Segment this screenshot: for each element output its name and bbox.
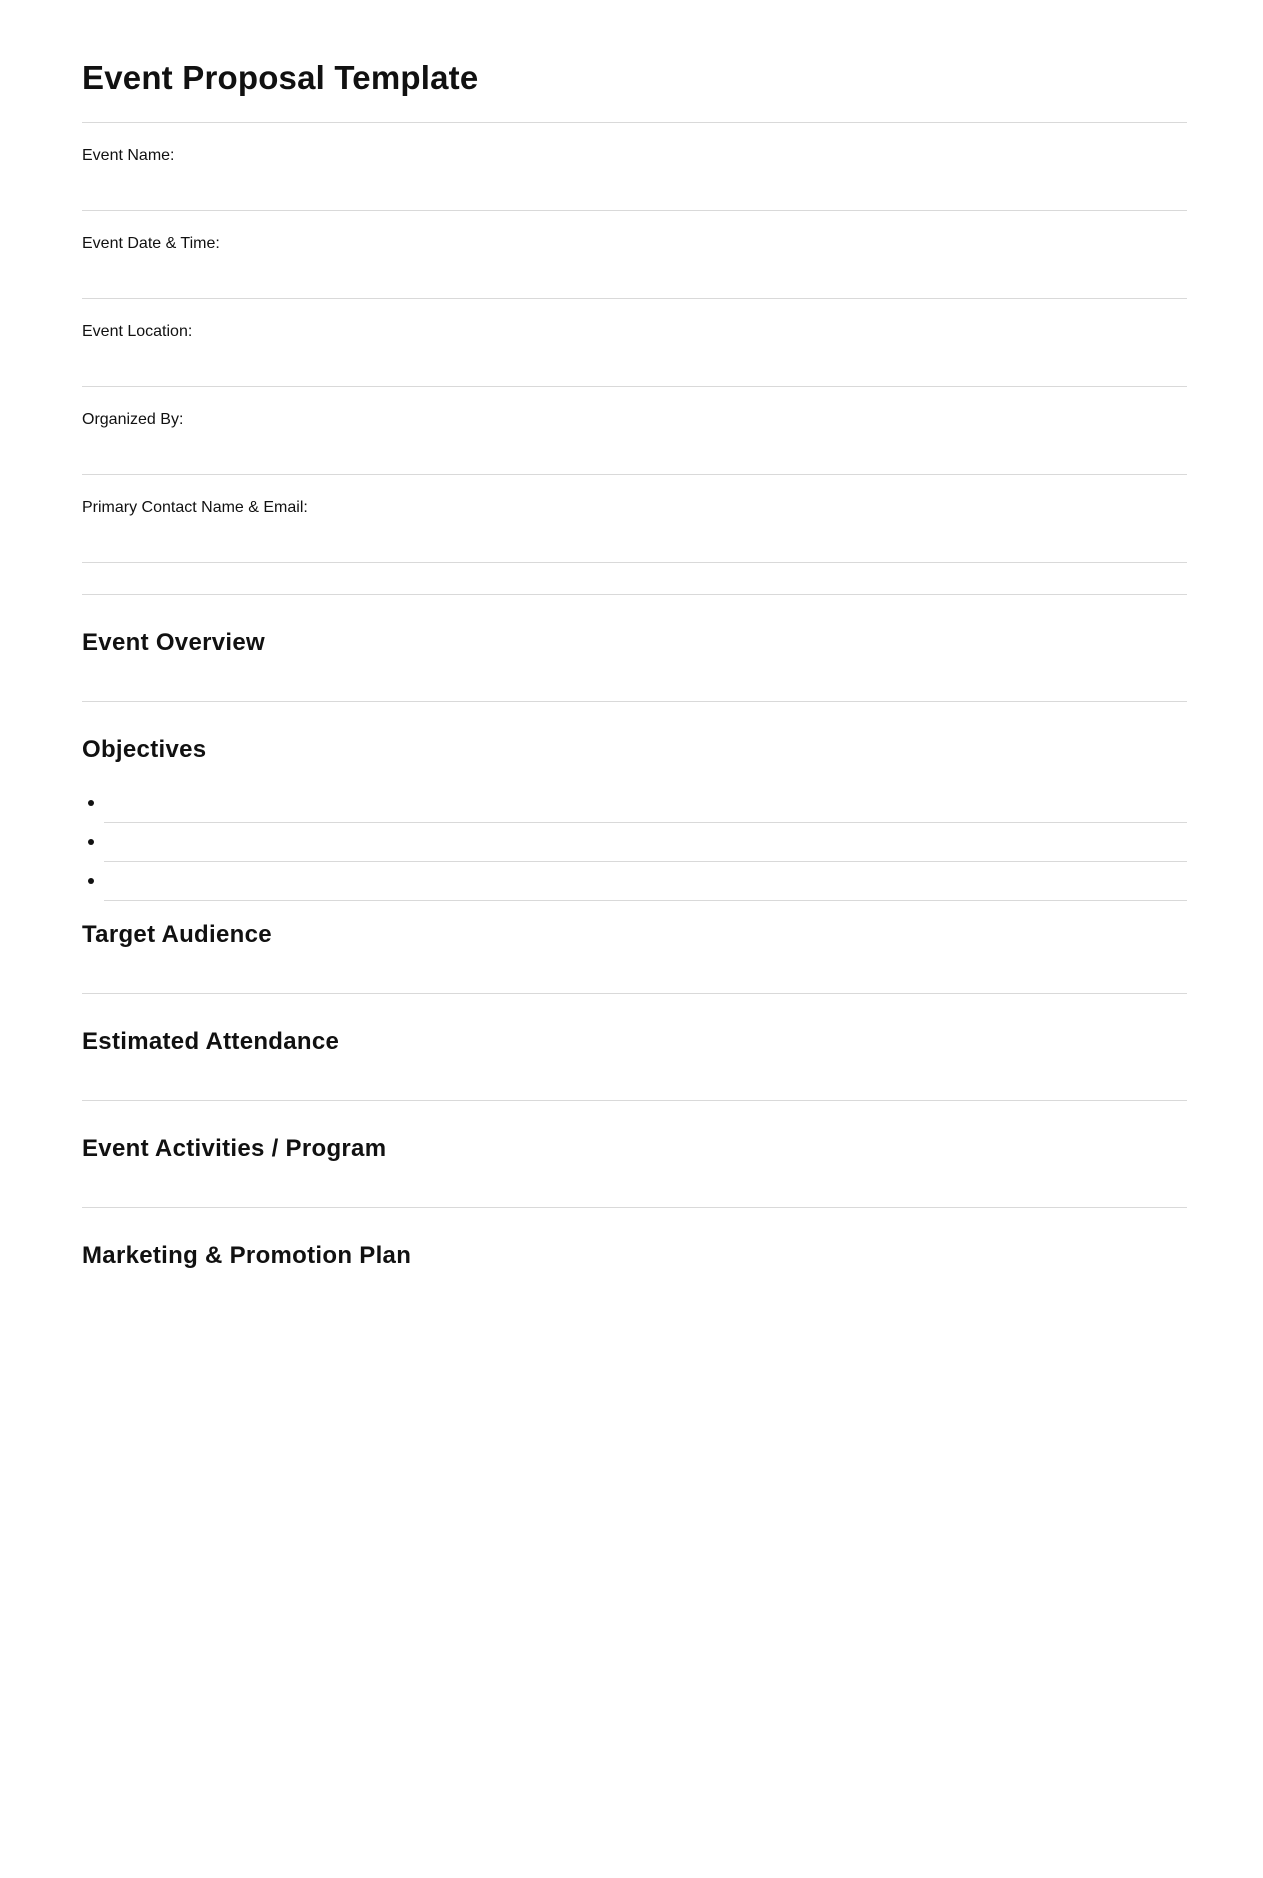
section-heading-event-activities: Event Activities / Program — [82, 1135, 387, 1162]
section-event-activities[interactable] — [82, 1101, 1187, 1208]
field-primary-contact[interactable] — [82, 475, 1187, 563]
section-heading-target-audience: Target Audience — [82, 921, 272, 948]
field-event-name[interactable] — [82, 123, 1187, 211]
field-label-primary-contact: Primary Contact Name & Email: — [82, 499, 308, 516]
bullet-icon — [88, 800, 94, 806]
section-marketing-promotion[interactable] — [82, 1208, 1187, 1315]
section-heading-event-overview: Event Overview — [82, 629, 265, 656]
field-label-event-location: Event Location: — [82, 323, 193, 340]
section-objectives — [82, 702, 1187, 887]
page-title: Event Proposal Template — [82, 59, 479, 96]
field-event-date-time[interactable] — [82, 211, 1187, 299]
field-label-organized-by: Organized By: — [82, 411, 184, 428]
document-page — [82, 0, 1187, 1315]
objectives-list — [82, 784, 1187, 901]
objective-item[interactable] — [104, 823, 1187, 862]
section-heading-estimated-attendance: Estimated Attendance — [82, 1028, 340, 1055]
section-event-overview[interactable] — [82, 595, 1187, 702]
section-estimated-attendance[interactable] — [82, 994, 1187, 1101]
field-event-location[interactable] — [82, 299, 1187, 387]
field-organized-by[interactable] — [82, 387, 1187, 475]
section-heading-marketing-promotion: Marketing & Promotion Plan — [82, 1242, 412, 1269]
fields-divider — [82, 563, 1187, 595]
field-label-event-date-time: Event Date & Time: — [82, 235, 220, 252]
objective-item[interactable] — [104, 784, 1187, 823]
section-target-audience[interactable] — [82, 887, 1187, 994]
bullet-icon — [88, 878, 94, 884]
section-heading-objectives: Objectives — [82, 736, 207, 763]
field-label-event-name: Event Name: — [82, 147, 175, 164]
bullet-icon — [88, 839, 94, 845]
